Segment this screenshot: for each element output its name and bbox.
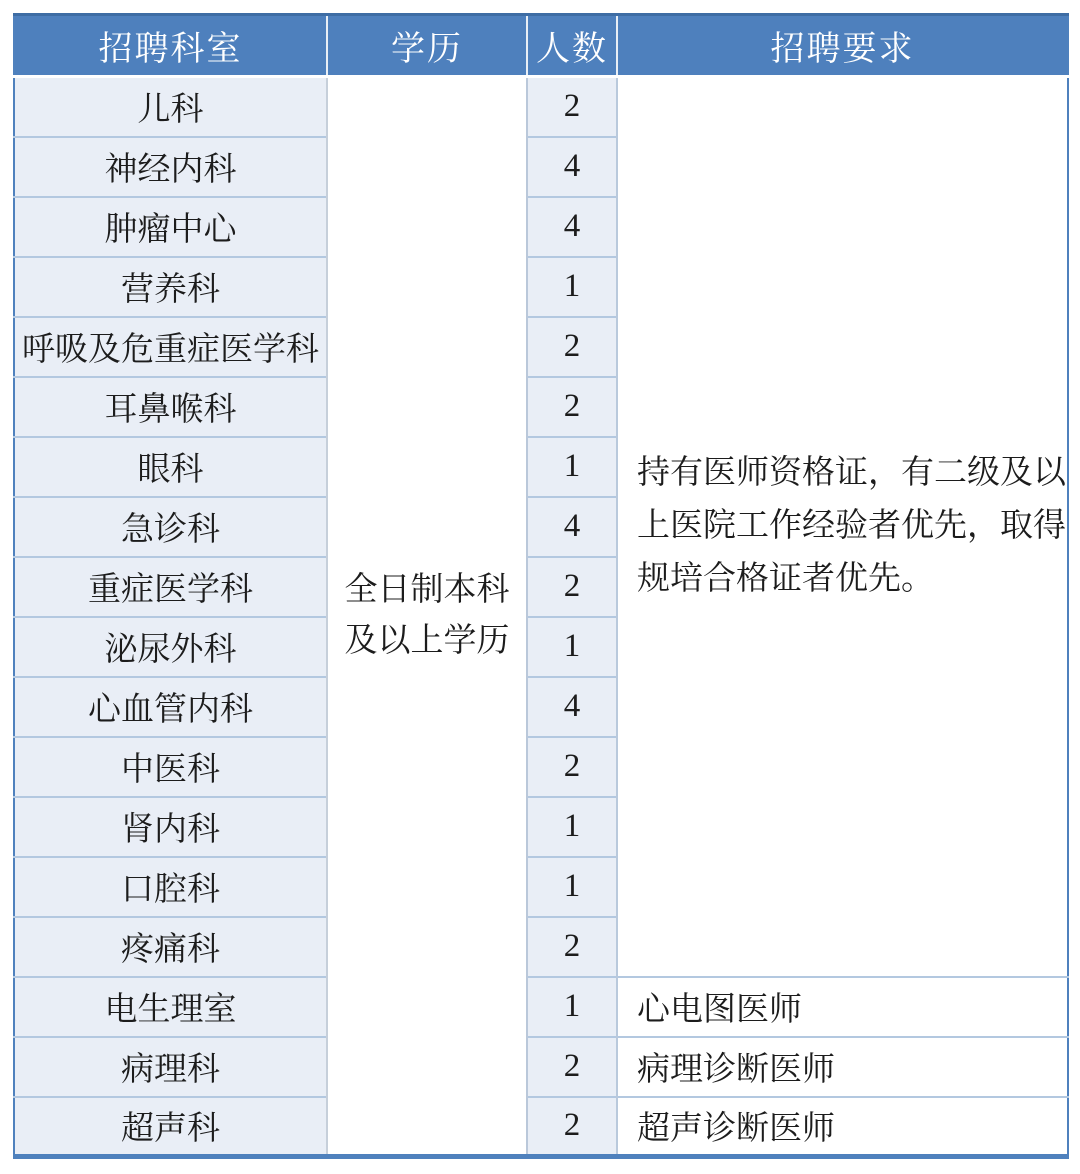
education-merged-cell: 全日制本科及以上学历	[327, 77, 527, 1157]
requirement-cell: 病理诊断医师	[617, 1037, 1068, 1097]
requirement-merged-cell	[617, 77, 1068, 977]
requirement-cell: 超声诊断医师	[617, 1097, 1068, 1157]
dept-cell: 电生理室	[14, 977, 327, 1037]
dept-cell: 呼吸及危重症医学科	[14, 317, 327, 377]
col-header-education: 学历	[327, 15, 527, 77]
count-cell: 1	[527, 437, 617, 497]
count-cell: 1	[527, 857, 617, 917]
count-cell: 1	[527, 617, 617, 677]
count-cell: 2	[527, 1037, 617, 1097]
count-cell: 4	[527, 497, 617, 557]
dept-cell: 重症医学科	[14, 557, 327, 617]
count-cell: 4	[527, 677, 617, 737]
count-cell: 2	[527, 917, 617, 977]
table-row	[14, 77, 1068, 137]
dept-cell: 疼痛科	[14, 917, 327, 977]
dept-cell: 中医科	[14, 737, 327, 797]
requirement-text: 持有医师资格证，有二级及以上医院工作经验者优先，取得规培合格证者优先。	[637, 454, 1066, 598]
count-cell: 2	[527, 557, 617, 617]
header-row	[14, 15, 1068, 77]
dept-cell: 耳鼻喉科	[14, 377, 327, 437]
count-cell: 1	[527, 977, 617, 1037]
count-cell: 2	[527, 317, 617, 377]
table-row	[14, 1037, 1068, 1097]
dept-cell: 急诊科	[14, 497, 327, 557]
col-header-department: 招聘科室	[14, 15, 327, 77]
col-header-count: 人数	[527, 15, 617, 77]
dept-cell: 眼科	[14, 437, 327, 497]
count-cell: 4	[527, 197, 617, 257]
dept-cell: 病理科	[14, 1037, 327, 1097]
count-cell: 4	[527, 137, 617, 197]
dept-cell: 心血管内科	[14, 677, 327, 737]
count-cell: 1	[527, 797, 617, 857]
count-cell: 2	[527, 1097, 617, 1157]
dept-cell: 肾内科	[14, 797, 327, 857]
dept-cell: 超声科	[14, 1097, 327, 1157]
requirement-cell: 心电图医师	[617, 977, 1068, 1037]
dept-cell: 泌尿外科	[14, 617, 327, 677]
dept-cell: 肿瘤中心	[14, 197, 327, 257]
count-cell: 2	[527, 377, 617, 437]
count-cell: 1	[527, 257, 617, 317]
table-row	[14, 977, 1068, 1037]
count-cell: 2	[527, 77, 617, 137]
recruitment-table	[13, 13, 1069, 1159]
table-row	[14, 1097, 1068, 1157]
dept-cell: 口腔科	[14, 857, 327, 917]
col-header-requirement: 招聘要求	[617, 15, 1068, 77]
count-cell: 2	[527, 737, 617, 797]
dept-cell: 神经内科	[14, 137, 327, 197]
dept-cell: 营养科	[14, 257, 327, 317]
dept-cell: 儿科	[14, 77, 327, 137]
